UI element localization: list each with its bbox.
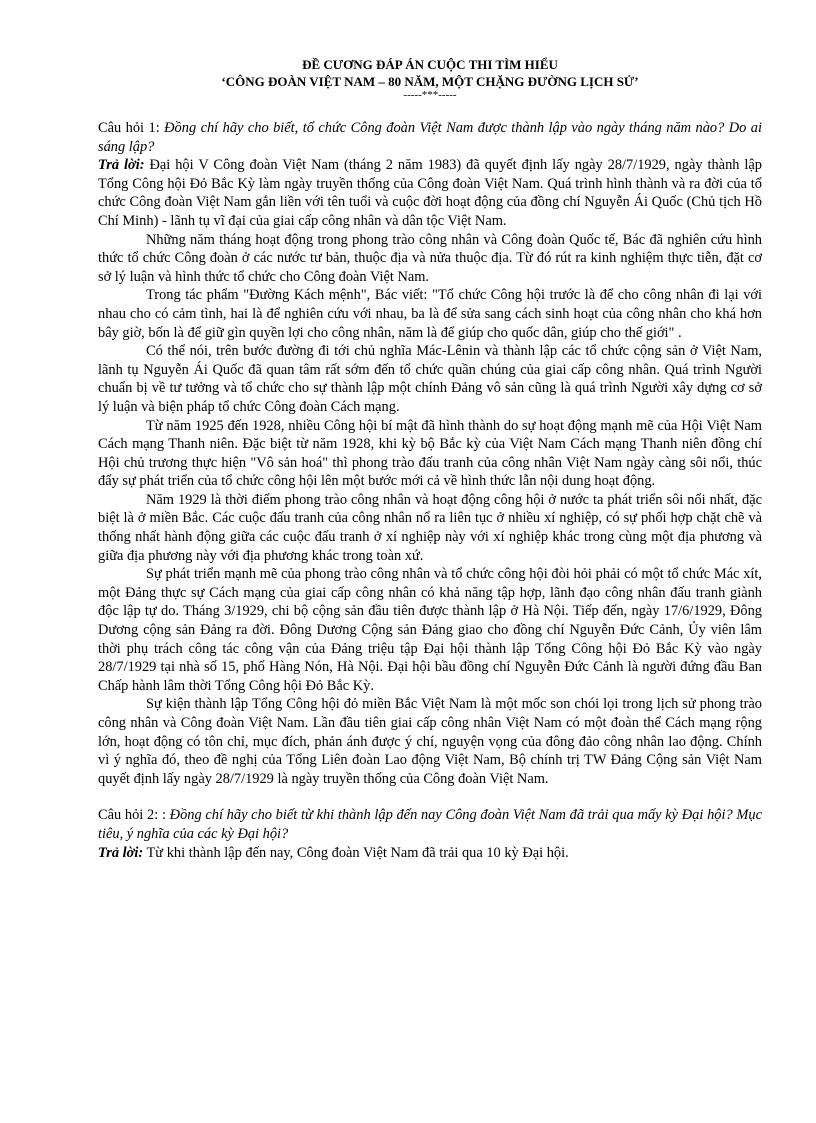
answer-1-paragraph: Có thể nói, trên bước đường đi tới chủ nghĩa Mác-Lênin và thành lập các tổ chức cộng sản ở Việt Nam, lãnh tụ Nguyễn Ái Quốc đã quan tâm rất sớm đến tổ chức quần chúng của giai cấp công nhân. Quá trình Người chuẩn bị về tư tưởng và tổ chức cho sự thành lập một chính Đảng vô sản cũng là quá trình Người xây dựng cơ sở lý luận và biện pháp tổ chức Công đoàn Cách mạng. bbox=[98, 343, 762, 415]
document-title-line-1: ĐỀ CƯƠNG ĐÁP ÁN CUỘC THI TÌM HIỂU bbox=[302, 57, 558, 72]
answer-1-paragraph: Năm 1929 là thời điểm phong trào công nhân và hoạt động công hội ở nước ta phát triển sôi nổi nhất, đặc biệt là ở miền Bắc. Các cuộc đấu tranh của công nhân nổ ra liên tục ở nhiều xí nghiệp, có sự phối hợp chặt chẽ và thống nhất hành động giữa các cuộc đấu tranh ở xí nghiệp này với xí nghiệp khác trong cùng một địa phương và giữa địa phương này với địa phương khác trong toàn xứ. bbox=[98, 491, 762, 564]
answer-1-paragraph: Trong tác phẩm "Đường Kách mệnh", Bác viết: "Tổ chức Công hội trước là để cho công nhân đi lại với nhau cho có cảm tình, hai là để nghiên cứu với nhau, ba là để sửa sang cách sinh hoạt của công nhân cho khá hơn bây giờ, bốn là để giữ gìn quyền lợi cho công nhân, năm là để giúp cho quốc dân, giúp cho thế giới" . bbox=[98, 287, 762, 341]
answer-1-paragraph: Những năm tháng hoạt động trong phong trào công nhân và Công đoàn Quốc tế, Bác đã nghiên cứu hình thức tổ chức Công đoàn ở các nước tư bản, thuộc địa và nửa thuộc địa. Từ đó rút ra kinh nghiệm thực tiễn, đặt cơ sở lý luận và hình thức tổ chức cho Công đoàn Việt Nam. bbox=[98, 231, 762, 285]
question-1: Câu hỏi 1: Đồng chí hãy cho biết, tổ chức Công đoàn Việt Nam được thành lập vào ngày tháng năm nào? Do ai sáng lập? bbox=[98, 120, 762, 155]
answer-2-label: Trả lời: bbox=[98, 844, 144, 861]
answer-1-intro bbox=[98, 156, 762, 230]
question-2-text: Đồng chí hãy cho biết từ khi thành lập đến nay Công đoàn Việt Nam đã trải qua mấy kỳ Đại hội? Mục tiêu, ý nghĩa của các kỳ Đại hội? bbox=[98, 807, 762, 842]
document-title-line-2: ‘CÔNG ĐOÀN VIỆT NAM – 80 NĂM, MỘT CHẶNG ĐƯỜNG LỊCH SỬ’ bbox=[221, 74, 639, 89]
document-page bbox=[98, 56, 762, 862]
question-1-text: Đồng chí hãy cho biết, tổ chức Công đoàn Việt Nam được thành lập vào ngày tháng năm nào? Do ai sáng lập? bbox=[98, 120, 762, 155]
answer-2-intro bbox=[98, 844, 762, 863]
answer-1-intro-text: Đại hội V Công đoàn Việt Nam (tháng 2 năm 1983) đã quyết định lấy ngày 28/7/1929, ngày thành lập Tổng Công hội Đỏ Bắc Kỳ làm ngày truyền thống của Công đoàn Việt Nam. Quá trình hình thành và ra đời của tổ chức Công đoàn Việt Nam gắn liền với tên tuổi và cuộc đời hoạt động của đồng chí Nguyễn Ái Quốc (Chủ tịch Hồ Chí Minh) - lãnh tụ vĩ đại của giai cấp công nhân và dân tộc Việt Nam. bbox=[98, 157, 762, 229]
question-2-label: Câu hỏi 2: : bbox=[98, 807, 166, 824]
question-1-label: Câu hỏi 1 bbox=[98, 120, 156, 136]
answer-1-label: Trả lời: bbox=[98, 157, 145, 174]
answer-1-paragraph: Sự phát triển mạnh mẽ của phong trào công nhân và tổ chức công hội đòi hỏi phải có một tổ chức Mác xít, một Đảng thực sự Cách mạng của giai cấp công nhân có khả năng tập hợp, lãnh đạo công nhân đấu tranh giành độc lập tự do. Tháng 3/1929, chi bộ cộng sản đầu tiên được thành lập ở Hà Nội. Tiếp đến, ngày 17/6/1929, Đông Dương cộng sản Đảng ra đời. Đông Dương Cộng sản Đảng giao cho đồng chí Nguyễn Đức Cảnh, Ủy viên lâm thời phụ trách công tác công vận của Đảng triệu tập Đại hội thành lập Tổng Công hội Đỏ Bắc Kỳ vào ngày 28/7/1929 tại nhà số 15, phố Hàng Nón, Hà Nội. Đại hội bầu đồng chí Nguyễn Đức Cảnh là người đứng đầu Ban Chấp hành lâm thời Tổng Công hội Đỏ Bắc Kỳ. bbox=[98, 566, 762, 694]
section-gap bbox=[98, 788, 762, 806]
answer-1-paragraph: Sự kiện thành lập Tổng Công hội đỏ miền Bắc Việt Nam là một mốc son chói lọi trong lịch sử phong trào công nhân và Công đoàn Việt Nam. Lần đầu tiên giai cấp công nhân Việt Nam có một đoàn thể Cách mạng rộng lớn, hoạt động có tôn chỉ, mục đích, phản ánh được ý chí, nguyện vọng của đông đảo công nhân lao động. Chính vì ý nghĩa đó, theo đề nghị của Tổng Liên đoàn Lao động Việt Nam, Bộ chính trị TW Đảng Cộng sản Việt Nam quyết định lấy ngày 28/7/1929 là ngày truyền thống của Công đoàn Việt Nam. bbox=[98, 696, 762, 787]
answer-1-paragraph: Từ năm 1925 đến 1928, nhiều Công hội bí mật đã hình thành do sự hoạt động mạnh mẽ của Hội Việt Nam Cách mạng Thanh niên. Đặc biệt từ năm 1928, khi kỳ bộ Bắc kỳ của Việt Nam Cách mạng Thanh niên đồng chí Hội chủ trương thực hiện "Vô sản hoá" thì phong trào đấu tranh của công nhân Việt Nam ngày càng sôi nổi, thúc đẩy sự phát triển của tổ chức công hội lên một bước mới cả về hình thức lẫn nội dung hoạt động. bbox=[98, 417, 762, 490]
answer-2-intro-text: Từ khi thành lập đến nay, Công đoàn Việt Nam đã trải qua 10 kỳ Đại hội. bbox=[146, 844, 569, 861]
question-2 bbox=[98, 806, 762, 843]
title-separator: -----***----- bbox=[403, 89, 457, 101]
